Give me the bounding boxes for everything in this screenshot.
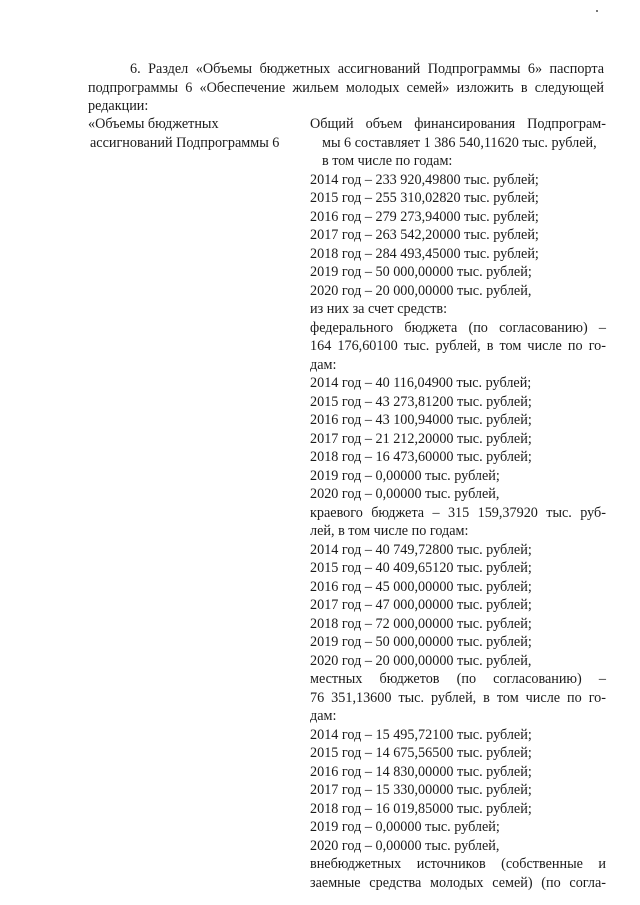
funding-line: лей, в том числе по годам:	[310, 523, 469, 539]
intro-line: редакции:	[88, 98, 149, 114]
funding-line: 2019 год – 0,00000 тыс. рублей;	[310, 467, 500, 484]
funding-line: 2016 год – 43 100,94000 тыс. рублей;	[310, 412, 532, 428]
funding-line: 2017 год – 15 330,00000 тыс. рублей;	[310, 782, 532, 798]
intro-text-1: 6. Раздел «Объемы бюджетных ассигнований Подпрограммы 6» паспорта	[130, 61, 604, 77]
intro-line: подпрограммы 6 «Обеспечение жильем молодых семей» изложить в следующей	[88, 79, 604, 96]
intro-paragraph	[88, 60, 604, 116]
funding-line: 2015 год – 40 409,65120 тыс. рублей;	[310, 560, 532, 576]
funding-line: 2016 год – 14 830,00000 тыс. рублей;	[310, 763, 532, 780]
section-label-column	[88, 115, 298, 152]
funding-line: дам:	[310, 708, 337, 724]
funding-line: 2020 год – 0,00000 тыс. рублей,	[310, 837, 500, 854]
funding-line: мы 6 составляет 1 386 540,11620 тыс. рублей,	[322, 134, 597, 151]
funding-line: внебюджетных источников (собственные и	[310, 856, 606, 872]
funding-line: 2017 год – 263 542,20000 тыс. рублей;	[310, 227, 539, 243]
funding-line: 2016 год – 45 000,00000 тыс. рублей;	[310, 578, 532, 595]
funding-line: дам:	[310, 356, 337, 373]
funding-line: 2020 год – 20 000,00000 тыс. рублей,	[310, 652, 532, 669]
funding-line: федерального бюджета (по согласованию) –	[310, 319, 606, 336]
funding-line: 76 351,13600 тыс. рублей, в том числе по го-	[310, 689, 606, 706]
funding-line: 2014 год – 40 116,04900 тыс. рублей;	[310, 375, 532, 391]
intro-line	[88, 60, 604, 79]
funding-line: 2018 год – 16 019,85000 тыс. рублей;	[310, 800, 532, 817]
section-label-line: ассигнований Подпрограммы 6	[90, 134, 280, 151]
funding-line: 2017 год – 47 000,00000 тыс. рублей;	[310, 597, 532, 613]
funding-line: 2017 год – 21 212,20000 тыс. рублей;	[310, 430, 532, 447]
funding-line: 2015 год – 255 310,02820 тыс. рублей;	[310, 190, 539, 206]
funding-line: 2020 год – 20 000,00000 тыс. рублей,	[310, 282, 532, 299]
scan-speck	[596, 10, 598, 12]
funding-line: 2014 год – 233 920,49800 тыс. рублей;	[310, 171, 539, 188]
funding-line: 2018 год – 16 473,60000 тыс. рублей;	[310, 449, 532, 465]
funding-line: Общий объем финансирования Подпрограм-	[310, 116, 606, 132]
funding-details-column	[310, 115, 606, 892]
section-label-line: «Объемы бюджетных	[88, 116, 219, 132]
funding-line: 2015 год – 43 273,81200 тыс. рублей;	[310, 393, 532, 410]
funding-line: 2016 год – 279 273,94000 тыс. рублей;	[310, 208, 539, 225]
funding-line: 2019 год – 50 000,00000 тыс. рублей;	[310, 264, 532, 280]
funding-line: 164 176,60100 тыс. рублей, в том числе по го-	[310, 338, 606, 354]
funding-line: 2018 год – 72 000,00000 тыс. рублей;	[310, 615, 532, 632]
funding-line: 2018 год – 284 493,45000 тыс. рублей;	[310, 245, 539, 262]
funding-line: 2015 год – 14 675,56500 тыс. рублей;	[310, 745, 532, 761]
funding-line: краевого бюджета – 315 159,37920 тыс. руб-	[310, 504, 606, 521]
funding-line: 2014 год – 15 495,72100 тыс. рублей;	[310, 726, 532, 743]
funding-line: в том числе по годам:	[322, 153, 453, 169]
funding-line: 2019 год – 0,00000 тыс. рублей;	[310, 819, 500, 835]
funding-line: 2019 год – 50 000,00000 тыс. рублей;	[310, 634, 532, 650]
funding-line: из них за счет средств:	[310, 301, 448, 317]
funding-line: 2014 год – 40 749,72800 тыс. рублей;	[310, 541, 532, 558]
funding-line: 2020 год – 0,00000 тыс. рублей,	[310, 486, 500, 502]
funding-line: заемные средства молодых семей) (по согла-	[310, 874, 606, 891]
funding-line: местных бюджетов (по согласованию) –	[310, 671, 606, 687]
